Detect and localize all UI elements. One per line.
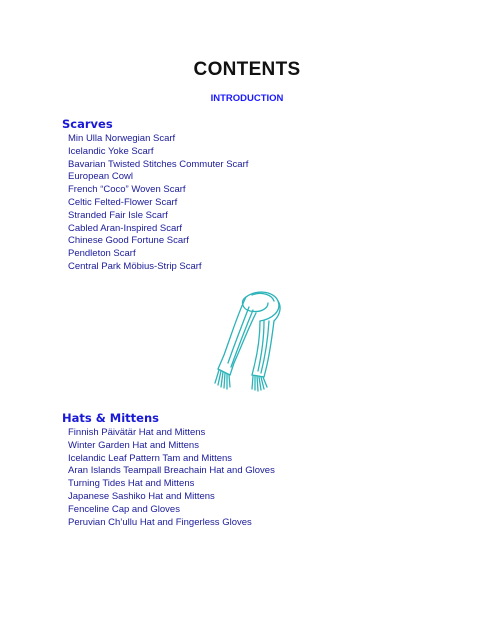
list-item[interactable]: French “Coco” Woven Scarf (68, 184, 186, 196)
list-item[interactable]: Aran Islands Teampall Breachain Hat and Gloves (68, 465, 275, 477)
list-item[interactable]: Min Ulla Norwegian Scarf (68, 133, 176, 144)
list-item[interactable]: Winter Garden Hat and Mittens (68, 439, 199, 451)
page-title: CONTENTS (193, 59, 301, 80)
list-item[interactable]: Cabled Aran-Inspired Scarf (68, 222, 183, 234)
list-item[interactable]: Turning Tides Hat and Mittens (68, 478, 195, 490)
list-item[interactable]: Icelandic Yoke Scarf (68, 145, 154, 157)
list-item[interactable]: Chinese Good Fortune Scarf (68, 235, 189, 247)
list-item[interactable]: Fenceline Cap and Gloves (68, 503, 180, 515)
introduction-link[interactable]: INTRODUCTION (210, 93, 284, 104)
list-item[interactable]: Bavarian Twisted Stitches Commuter Scarf (68, 158, 249, 170)
section-scarves (62, 117, 248, 274)
list-item[interactable]: Icelandic Leaf Pattern Tam and Mittens (68, 452, 233, 464)
section-heading-hats-mittens: Hats & Mittens (62, 411, 159, 425)
hats-mittens-list (62, 427, 275, 529)
list-item[interactable]: Celtic Felted-Flower Scarf (68, 196, 178, 208)
list-item[interactable]: Japanese Sashiko Hat and Mittens (68, 490, 215, 502)
section-hats-mittens (62, 411, 275, 529)
list-item[interactable]: European Cowl (68, 171, 133, 183)
list-item[interactable]: Pendleton Scarf (68, 248, 136, 260)
list-item[interactable]: Central Park Möbius-Strip Scarf (68, 260, 202, 272)
list-item[interactable]: Finnish Päivätär Hat and Mittens (68, 427, 206, 438)
list-item[interactable]: Stranded Fair Isle Scarf (68, 209, 168, 221)
scarves-list (62, 133, 248, 274)
section-heading-scarves: Scarves (62, 117, 113, 131)
scarf-icon (202, 283, 292, 393)
list-item[interactable]: Peruvian Ch’ullu Hat and Fingerless Gloves (68, 516, 252, 528)
